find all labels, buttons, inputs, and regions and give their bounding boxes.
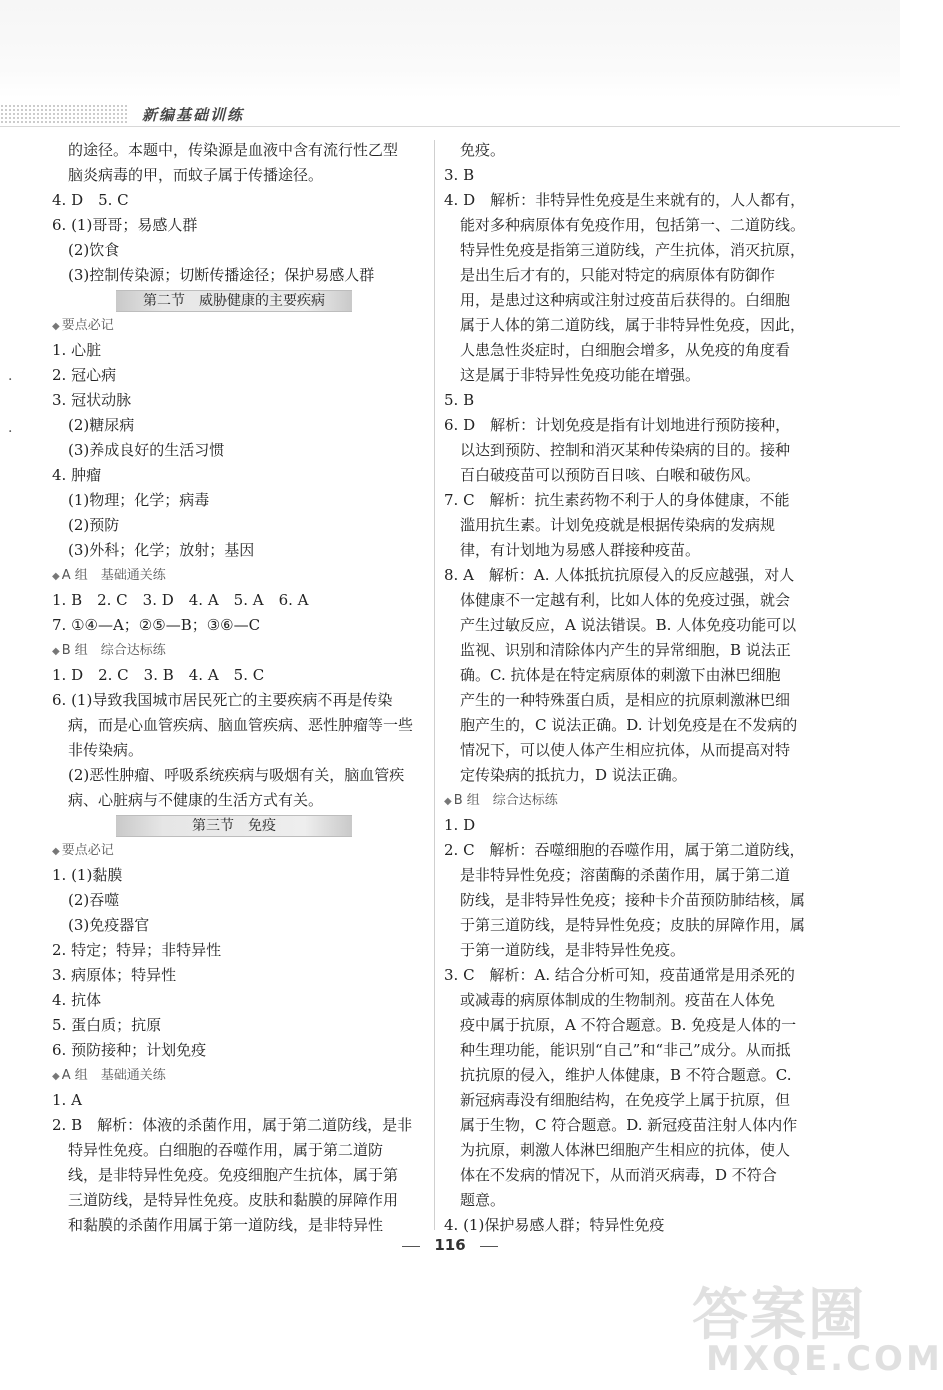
footer-dash [402,1246,420,1247]
answer-line: (2)糖尿病 [68,416,135,434]
answer-line: 4. 抗体 [52,991,102,1009]
text-line: 病，而是心血管疾病、脑血管疾病、恶性肿瘤等一些 [68,716,414,734]
subsection-heading: ◆ B 组 综合达标练 [52,643,166,658]
text-line: 脑炎病毒的甲，而蚊子属于传播途径。 [68,166,324,184]
header-title: 新编基础训练 [142,106,245,124]
text-line: 病、心脏病与不健康的生活方式有关。 [68,791,324,809]
text-line: 滥用抗生素。计划免疫就是根据传染病的发病规 [460,516,776,534]
answer-line: (3)免疫器官 [68,916,150,934]
page-footer [0,1236,900,1254]
text-line: 以达到预防、控制和消灭某种传染病的目的。接种 [460,441,791,459]
text-line: 疫中属于抗原，A 不符合题意。B. 免疫是人体的一 [460,1016,797,1034]
answer-line: 1. (1)黏膜 [52,866,123,884]
answer-line: 6. (1)导致我国城市居民死亡的主要疾病不再是传染 [52,691,393,709]
answer-line: (1)物理；化学；病毒 [68,491,210,509]
answer-line: 8. A 解析：A. 人体抵抗抗原侵入的反应越强，对人 [444,566,795,584]
right-column [444,138,814,1238]
text-line: 产生的一种特殊蛋白质，是相应的抗原刺激淋巴细 [460,691,791,709]
answer-line: 5. B [444,391,475,409]
text-line: 是出生后才有的，只能对特定的病原体有防御作 [460,266,776,284]
answer-line: (3)养成良好的生活习惯 [68,441,225,459]
answer-line: 3. C 解析：A. 结合分析可知，疫苗通常是用杀死的 [444,966,795,984]
answer-line: 4. D 解析：非特异性免疫是生来就有的，人人都有， [444,191,806,209]
page-number: 116 [434,1236,466,1254]
text-line: 种生理功能，能识别“自己”和“非己”成分。从而抵 [460,1041,791,1059]
text-line: 定传染病的抵抗力，D 说法正确。 [460,766,687,784]
answer-line: 6. 预防接种；计划免疫 [52,1041,207,1059]
answer-line: 1. B 2. C 3. D 4. A 5. A 6. A [52,591,309,609]
text-line: 确。C. 抗体是在特定病原体的刺激下由淋巴细胞 [460,666,781,684]
text-line: 用，是患过这种病或注射过疫苗后获得的。白细胞 [460,291,791,309]
text-line: 这是属于非特异性免疫功能在增强。 [460,366,701,384]
watermark-text: 答案圈 [692,1283,866,1348]
text-line: 抗抗原的侵入，维护人体健康，B 不符合题意。C. [460,1066,792,1084]
text-line: 于第三道防线，是特异性免疫；皮肤的屏障作用，属 [460,916,806,934]
subsection-heading: ◆ 要点必记 [52,843,114,858]
answer-line: 4. D 5. C [52,191,129,209]
header-dot-pattern [0,104,128,124]
text-line: 情况下，可以使人体产生相应抗体，从而提高对特 [460,741,791,759]
answer-line: 2. C 解析：吞噬细胞的吞噬作用，属于第二道防线， [444,841,805,859]
answer-line: 1. D 2. C 3. B 4. A 5. C [52,666,265,684]
diamond-icon: ◆ [52,646,60,657]
answer-line: 3. 病原体；特异性 [52,966,177,984]
answer-line: 3. 冠状动脉 [52,391,132,409]
answer-line: 6. D 解析：计划免疫是指有计划地进行预防接种， [444,416,791,434]
answer-line: (2)吞噬 [68,891,120,909]
text-line: 题意。 [460,1191,506,1209]
header-rule [0,126,900,127]
text-line: 属于生物，C 符合题意。D. 新冠疫苗注射人体内作 [460,1116,798,1134]
answer-line: (2)饮食 [68,241,120,259]
section-heading [116,813,352,838]
diamond-icon: ◆ [52,1071,60,1082]
text-line: 是非特异性免疫；溶菌酶的杀菌作用，属于第二道 [460,866,791,884]
diamond-icon: ◆ [52,321,60,332]
section-title: 第三节 免疫 [116,815,352,837]
answer-line: 1. A [52,1091,82,1109]
answer-line: 4. 肿瘤 [52,466,102,484]
text-line: 三道防线，是特异性免疫。皮肤和黏膜的屏障作用 [68,1191,399,1209]
text-line: 特异性免疫。白细胞的吞噬作用，属于第二道防 [68,1141,384,1159]
text-line: 为抗原，刺激人体淋巴细胞产生相应的抗体，使人 [460,1141,791,1159]
answer-line: 1. 心脏 [52,341,102,359]
text-line: 体健康不一定越有利，比如人体的免疫过强，就会 [460,591,791,609]
text-line: 非传染病。 [68,741,144,759]
answer-line: 2. 冠心病 [52,366,117,384]
diamond-icon: ◆ [444,796,452,807]
subsection-heading: ◆ 要点必记 [52,318,114,333]
diamond-icon: ◆ [52,846,60,857]
margin-mark: · [8,424,13,440]
text-line: 的途径。本题中，传染源是血液中含有流行性乙型 [68,141,399,159]
text-line: 防线，是非特异性免疫；接种卡介苗预防肺结核，属 [460,891,806,909]
text-line: 律，有计划地为易感人群接种疫苗。 [460,541,701,559]
text-line: 监视、识别和清除体内产生的异常细胞，B 说法正 [460,641,791,659]
answer-line: (3)外科；化学；放射；基因 [68,541,255,559]
answer-line: 1. D [444,816,476,834]
answer-line: (3)控制传染源；切断传播途径；保护易感人群 [68,266,375,284]
text-line: 体在不发病的情况下，从而消灭病毒，D 不符合 [460,1166,777,1184]
text-line: 免疫。 [460,141,506,159]
column-divider [434,140,435,1230]
subsection-heading: ◆ A 组 基础通关练 [52,568,166,583]
answer-line: 6. (1)哥哥；易感人群 [52,216,198,234]
text-line: 和黏膜的杀菌作用属于第一道防线，是非特异性 [68,1216,384,1234]
answer-line: 5. 蛋白质；抗原 [52,1016,162,1034]
answer-line: 4. (1)保护易感人群；特异性免疫 [444,1216,665,1234]
text-line: 人患急性炎症时，白细胞会增多，从免疫的角度看 [460,341,791,359]
watermark-url: MXQE.COM [706,1339,943,1379]
text-line: 或减毒的病原体制成的生物制剂。疫苗在人体免 [460,991,776,1009]
text-line: 产生过敏反应，A 说法错误。B. 人体免疫功能可以 [460,616,797,634]
answer-line: 7. C 解析：抗生素药物不利于人的身体健康，不能 [444,491,790,509]
answer-line: (2)预防 [68,516,120,534]
text-line: 能对多种病原体有免疫作用，包括第一、二道防线。 [460,216,806,234]
section-title: 第二节 威胁健康的主要疾病 [116,290,352,312]
text-line: 属于人体的第二道防线，属于非特异性免疫，因此， [460,316,806,334]
watermark-logo [686,1271,943,1386]
text-line: 特异性免疫是指第三道防线，产生抗体，消灭抗原， [460,241,806,259]
text-line: 胞产生的，C 说法正确。D. 计划免疫是在不发病的 [460,716,798,734]
text-line: 线，是非特异性免疫。免疫细胞产生抗体，属于第 [68,1166,399,1184]
subsection-heading: ◆ B 组 综合达标练 [444,793,558,808]
left-column [52,138,424,1238]
diamond-icon: ◆ [52,571,60,582]
text-line: (2)恶性肿瘤、呼吸系统疾病与吸烟有关，脑血管疾 [68,766,405,784]
text-line: 百白破疫苗可以预防百日咳、白喉和破伤风。 [460,466,761,484]
answer-line: 2. 特定；特异；非特异性 [52,941,222,959]
footer-dash [480,1246,498,1247]
top-band [0,0,900,98]
margin-mark: · [8,372,13,388]
text-line: 新冠病毒没有细胞结构，在免疫学上属于抗原，但 [460,1091,791,1109]
text-line: 于第一道防线，是非特异性免疫。 [460,941,686,959]
section-heading [116,288,352,313]
answer-line: 2. B 解析：体液的杀菌作用，属于第二道防线，是非 [52,1116,413,1134]
running-header [0,98,900,128]
answer-line: 7. ①④—A；②⑤—B；③⑥—C [52,616,261,634]
subsection-heading: ◆ A 组 基础通关练 [52,1068,166,1083]
answer-line: 3. B [444,166,475,184]
